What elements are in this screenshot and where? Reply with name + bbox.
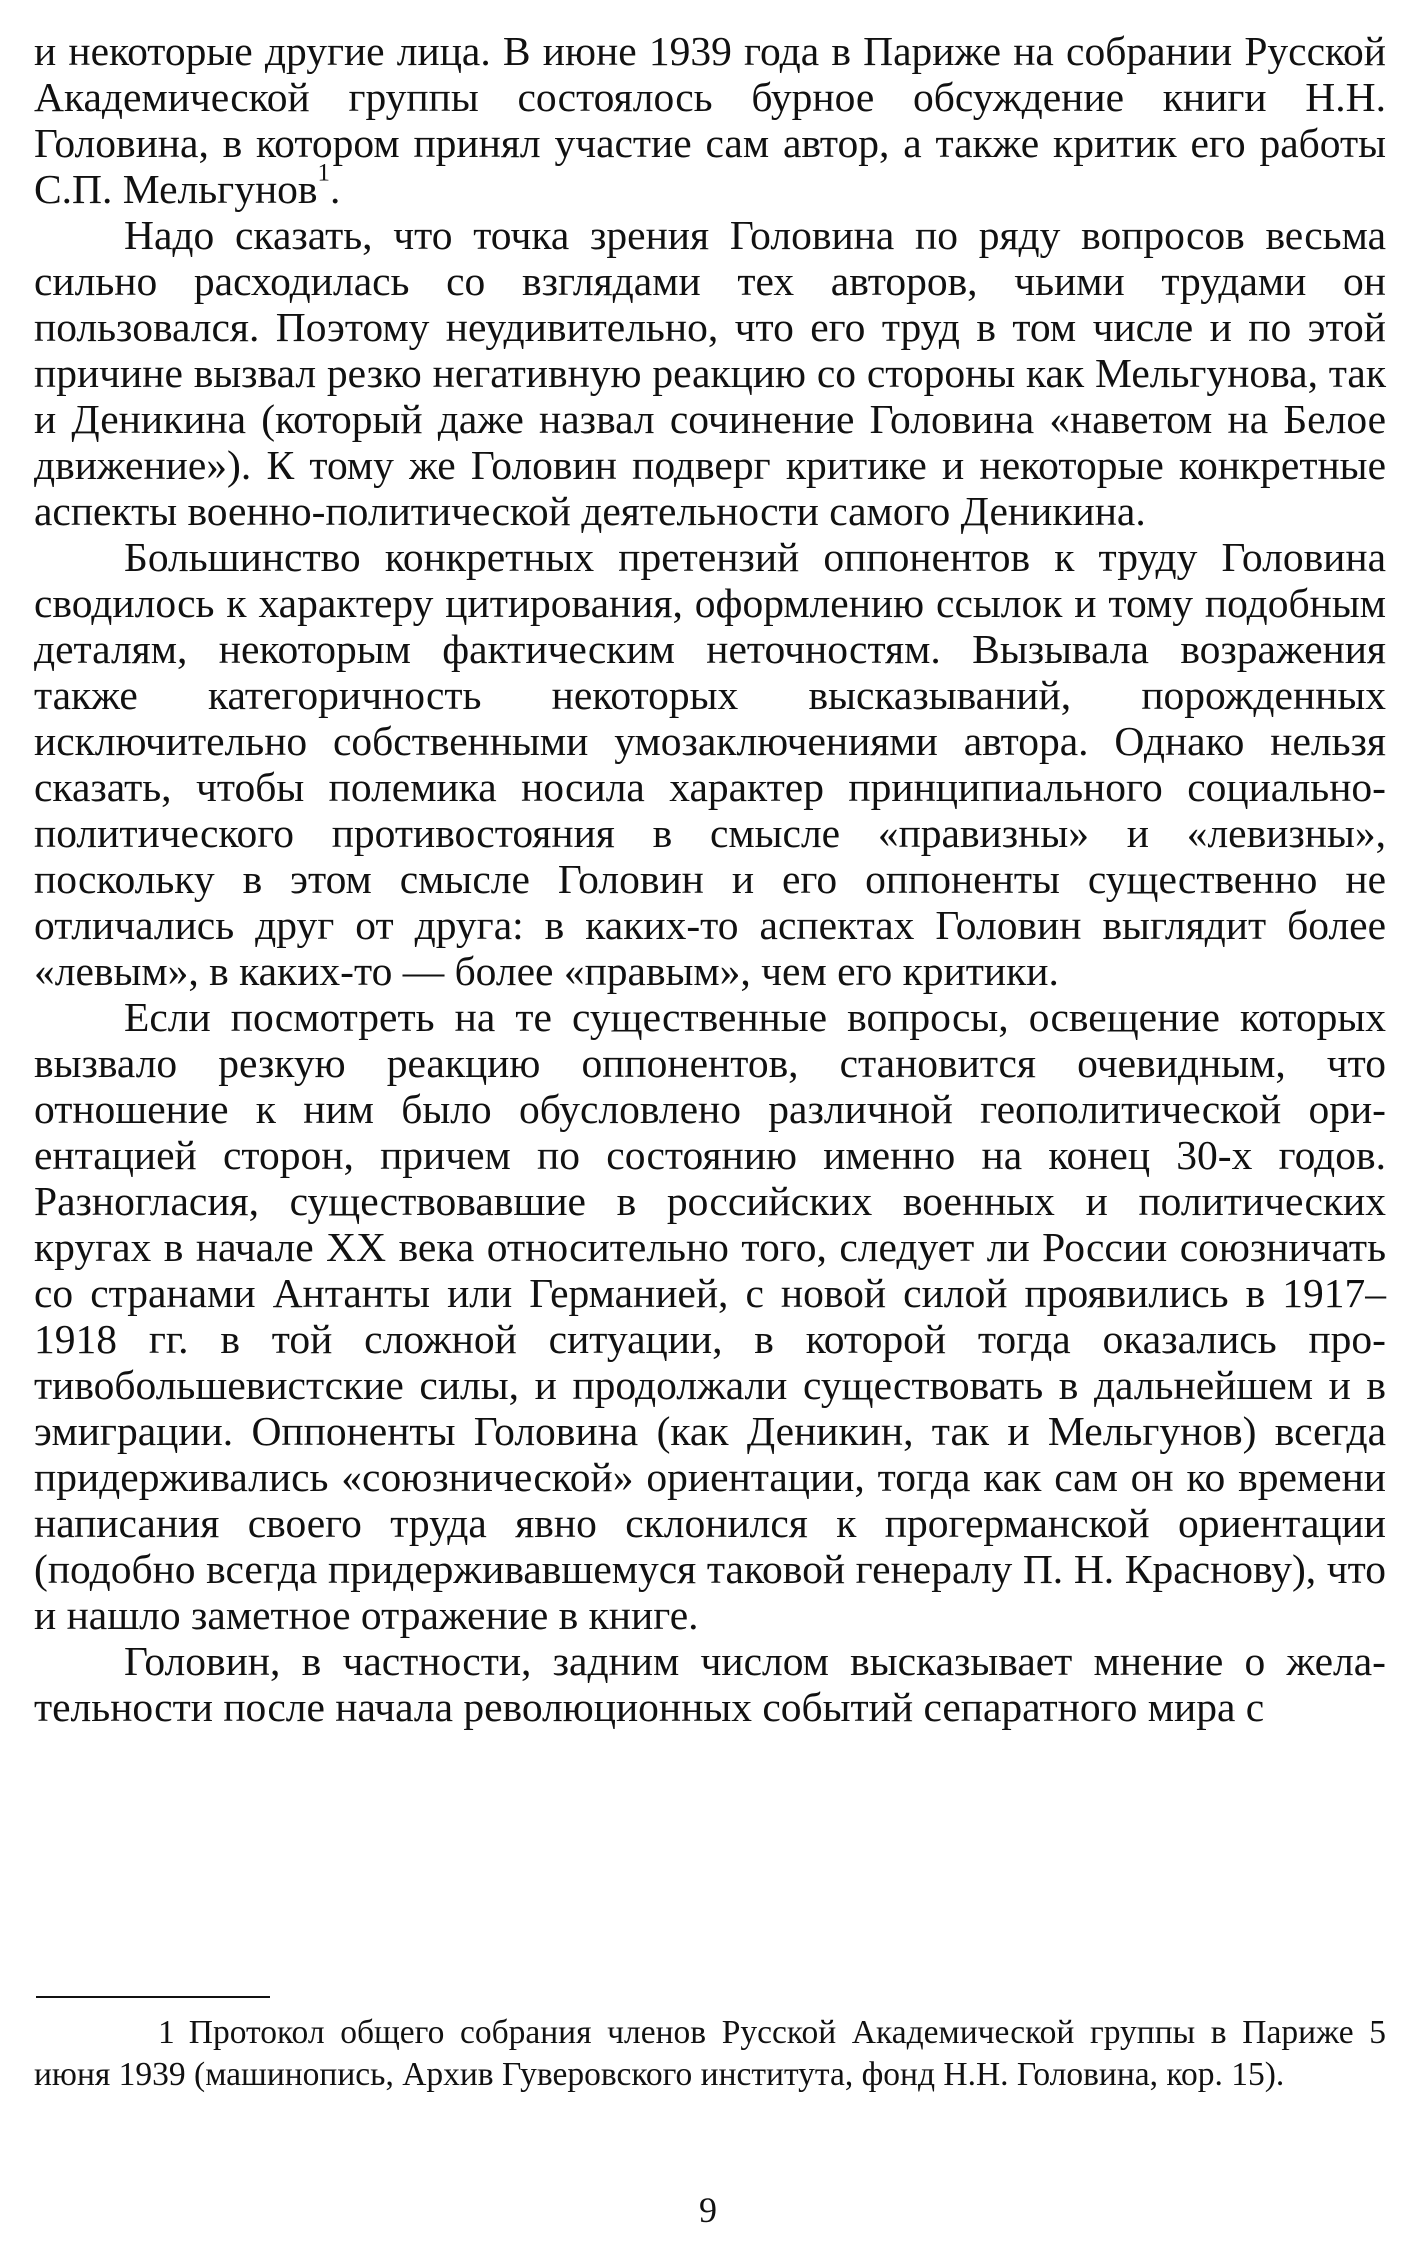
paragraph-4: Если посмотреть на те существенные вопросы, освещение которых вызвало резкую реакцию оппонентов, становится очевидным, что отношение к ним было обусловлено различной геополитической ориентацией сторон, причем по состоянию именно на конец 30-х годов. Разногласия, существовавшие в российских военных и политических кругах в начале XX века относительно того, следует ли России союзничать со странами Антанты или Германией, с новой силой проявились в 1917–1918 гг. в той сложной ситуации, в которой тогда оказались противобольшевистские силы, и продолжали существовать в дальнейшем и в эмиграции. Оппоненты Головина (как Деникин, так и Мельгунов) всегда придерживались «союзнической» ориентации, тогда как сам он ко времени написания своего труда явно склонился к прогерманской ориентации (подобно всегда придерживавшемуся таковой генералу П. Н. Краснову), что и нашло заметное отражение в книге. (34, 994, 1386, 1638)
footnote-mark: 1 (158, 2014, 175, 2051)
page-body (34, 28, 1386, 1730)
paragraph-1-text: и некоторые другие лица. В июне 1939 года в Париже на собрании Русской Академической группы состоялось бурное обсуждение книги Н.Н. Головина, в котором принял участие сам автор, а также критик его работы С.П. Мельгунов (34, 28, 1386, 212)
footnote (34, 2012, 1386, 2096)
paragraph-1-end: . (329, 166, 341, 212)
paragraph-3: Большинство конкретных претензий оппонентов к труду Головина сводилось к характеру цитирования, оформлению ссылок и тому подобным деталям, некоторым фактическим неточностям. Вызывала возражения также категоричность некоторых высказываний, порожденных исключительно собственными умозаключениями автора. Однако нельзя сказать, чтобы полемика носила характер принципиального социально-политического противостояния в смысле «правизны» и «левизны», поскольку в этом смысле Головин и его оппоненты существенно не отличались друг от друга: в каких-то аспектах Головин выглядит более «левым», в каких-то — более «правым», чем его критики. (34, 534, 1386, 994)
footnote-text: Протокол общего собрания членов Русской Академической группы в Париже 5 июня 1939 (машинопись, Архив Гуверовского института, фонд Н.Н. Головина, кор. 15). (34, 2014, 1386, 2093)
paragraph-5: Головин, в частности, задним числом высказывает мнение о желательности после начала революционных событий сепаратного мира с (34, 1638, 1386, 1730)
paragraph-2: Надо сказать, что точка зрения Головина по ряду вопросов весьма сильно расходилась со взглядами тех авторов, чьими трудами он пользовался. Поэтому неудивительно, что его труд в том числе и по этой причине вызвал резко негативную реакцию со стороны как Мельгунова, так и Деникина (который даже назвал сочинение Головина «наветом на Белое движение»). К тому же Головин подверг критике и некоторые конкретные аспекты военно-политической деятельности самого Деникина. (34, 212, 1386, 534)
footnote-separator (36, 1996, 270, 1998)
paragraph-1 (34, 28, 1386, 212)
footnote-reference[interactable]: 1 (317, 159, 330, 187)
page-number: 9 (699, 2190, 717, 2230)
